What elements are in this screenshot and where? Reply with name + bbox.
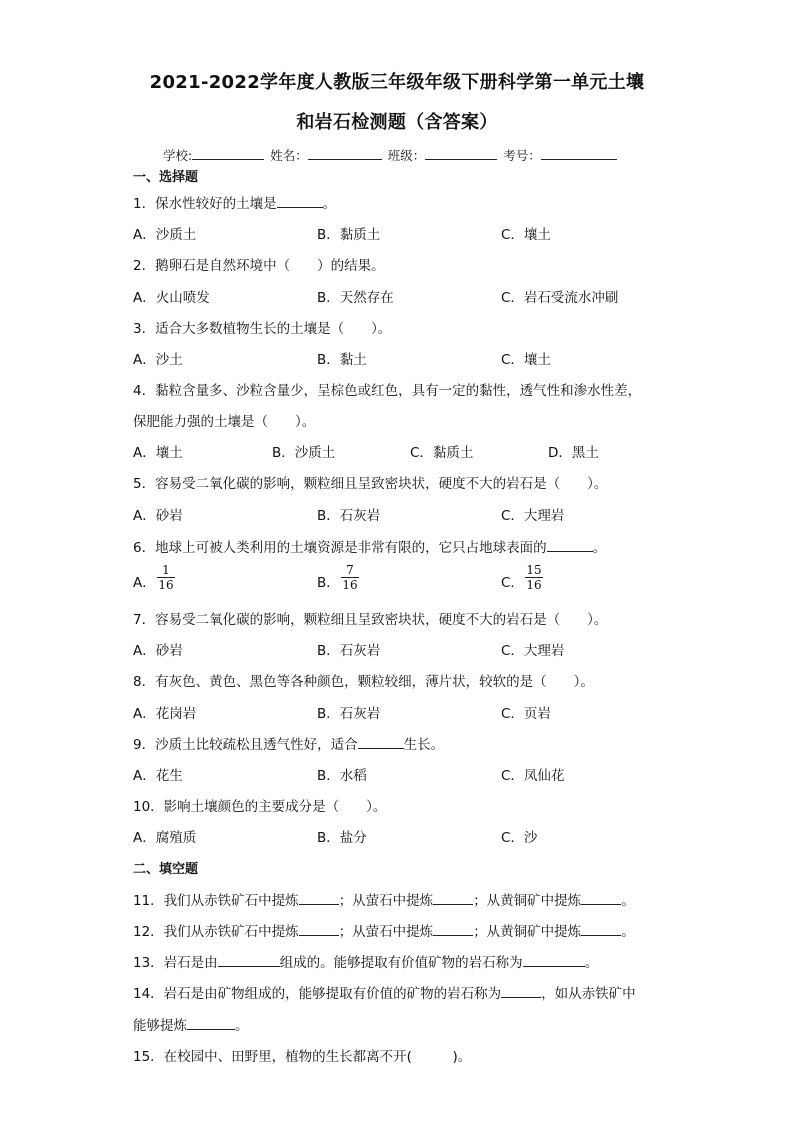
numerator: 7 xyxy=(346,563,354,577)
option-a-fraction[interactable] xyxy=(157,563,175,592)
option-b[interactable]: B．黏土 xyxy=(317,352,367,368)
name-field[interactable] xyxy=(308,147,382,160)
option-a[interactable]: A．沙土 xyxy=(133,352,183,368)
numerator: 15 xyxy=(526,563,542,577)
option-b[interactable]: B．石灰岩 xyxy=(317,643,381,659)
answer-blank[interactable] xyxy=(547,539,593,552)
question-tail: 生长。 xyxy=(403,737,445,753)
question-text: 14．岩石是由矿物组成的，能够提取有价值的矿物的岩石称为 xyxy=(133,986,502,1002)
option-c[interactable]: C．大理岩 xyxy=(501,508,565,524)
question-9 xyxy=(133,733,444,753)
question-8: 8．有灰色、黄色、黑色等各种颜色，颗粒较细，薄片状，较软的是（ ）。 xyxy=(133,674,594,690)
question-tail: 。 xyxy=(592,540,607,556)
class-label: 班级： xyxy=(387,148,426,163)
question-5: 5．容易受二氧化碳的影响，颗粒细且呈致密块状，硬度不大的岩石是（ ）。 xyxy=(133,476,608,492)
question-text: 。 xyxy=(621,893,635,909)
option-c[interactable]: C．凤仙花 xyxy=(501,768,565,784)
question-3: 3．适合大多数植物生长的土壤是（ ）。 xyxy=(133,321,392,337)
denominator: 16 xyxy=(342,578,358,592)
question-text: ；从萤石中提炼 xyxy=(338,893,434,909)
section-choice-heading: 一、选择题 xyxy=(133,170,199,185)
option-a[interactable]: A．腐殖质 xyxy=(133,830,197,846)
option-c-fraction[interactable] xyxy=(525,563,543,592)
page-subtitle: 和岩石检测题（含答案） xyxy=(296,112,498,133)
option-c[interactable]: C．黏质土 xyxy=(410,445,474,461)
question-text: ，如从赤铁矿中 xyxy=(541,986,636,1002)
option-b[interactable]: B．盐分 xyxy=(317,830,367,846)
options-q8 xyxy=(133,702,733,724)
question-text: 13．岩石是由 xyxy=(133,955,218,971)
question-13 xyxy=(133,951,598,971)
question-stem: 1．保水性较好的土壤是 xyxy=(133,196,277,212)
name-label: 姓名： xyxy=(270,148,308,163)
options-q1 xyxy=(133,223,733,245)
answer-blank[interactable] xyxy=(299,892,339,905)
question-stem: 6．地球上可被人类利用的土壤资源是非常有限的，它只占地球表面的 xyxy=(133,540,547,556)
option-a[interactable]: A．沙质土 xyxy=(133,227,197,243)
answer-blank[interactable] xyxy=(218,954,280,967)
option-c[interactable]: C．沙 xyxy=(501,830,538,846)
options-q6 xyxy=(133,563,733,599)
page-title: 2021-2022学年度人教版三年级年级下册科学第一单元土壤 xyxy=(149,72,645,93)
option-b[interactable]: B．水稻 xyxy=(317,768,367,784)
question-text: ；从黄铜矿中提炼 xyxy=(473,893,582,909)
question-14-line2 xyxy=(133,1014,249,1034)
question-2: 2．鹅卵石是自然环境中（ ）的结果。 xyxy=(133,258,385,274)
answer-blank[interactable] xyxy=(358,736,404,749)
question-7: 7．容易受二氧化碳的影响，颗粒细且呈致密块状，硬度不大的岩石是（ ）。 xyxy=(133,612,608,628)
answer-blank[interactable] xyxy=(581,923,621,936)
answer-blank[interactable] xyxy=(523,954,585,967)
options-q7 xyxy=(133,639,733,661)
option-c[interactable]: C．岩石受流水冲刷 xyxy=(501,290,619,306)
question-12 xyxy=(133,920,635,940)
question-text: ；从黄铜矿中提炼 xyxy=(473,924,582,940)
option-a-label[interactable]: A． xyxy=(133,575,156,591)
question-text: ；从萤石中提炼 xyxy=(338,924,434,940)
question-10: 10．影响土壤颜色的主要成分是（ ）。 xyxy=(133,799,387,815)
question-1 xyxy=(133,192,336,212)
question-4: 4．黏粒含量多、沙粒含量少，呈棕色或红色，具有一定的黏性，透气性和渗水性差， xyxy=(133,383,642,399)
question-6 xyxy=(133,536,606,556)
option-a[interactable]: A．花岗岩 xyxy=(133,706,197,722)
option-b[interactable]: B．黏质土 xyxy=(317,227,381,243)
class-field[interactable] xyxy=(425,147,497,160)
question-tail: 。 xyxy=(322,196,337,212)
options-q5 xyxy=(133,504,733,526)
school-field[interactable] xyxy=(192,147,264,160)
question-11 xyxy=(133,889,635,909)
question-text: 。 xyxy=(584,955,599,971)
numerator: 1 xyxy=(162,563,170,577)
option-c[interactable]: C．页岩 xyxy=(501,706,551,722)
options-q10 xyxy=(133,826,733,848)
question-text: 。 xyxy=(235,1018,249,1034)
question-text: 11．我们从赤铁矿石中提炼 xyxy=(133,893,299,909)
number-label: 考号： xyxy=(503,148,541,163)
question-4-line2: 保肥能力强的土壤是（ ）。 xyxy=(133,414,316,430)
option-b[interactable]: B．石灰岩 xyxy=(317,508,381,524)
question-14 xyxy=(133,982,636,1002)
option-b[interactable]: B．石灰岩 xyxy=(317,706,381,722)
answer-blank[interactable] xyxy=(187,1017,235,1030)
denominator: 16 xyxy=(158,578,174,592)
question-text: 。 xyxy=(621,924,635,940)
question-15: 15．在校园中、田野里，植物的生长都离不开( )。 xyxy=(133,1049,472,1065)
option-a[interactable]: A．火山喷发 xyxy=(133,290,210,306)
options-q4 xyxy=(133,441,733,463)
answer-blank[interactable] xyxy=(299,923,339,936)
options-q3 xyxy=(133,348,733,370)
options-q2 xyxy=(133,286,733,308)
denominator: 16 xyxy=(526,578,542,592)
student-info-row xyxy=(163,146,619,164)
option-a[interactable]: A．壤土 xyxy=(133,445,183,461)
option-a[interactable]: A．花生 xyxy=(133,768,183,784)
option-c[interactable]: C．壤土 xyxy=(501,227,551,243)
answer-blank[interactable] xyxy=(501,985,541,998)
option-b[interactable]: B．天然存在 xyxy=(317,290,394,306)
answer-blank[interactable] xyxy=(433,892,473,905)
answer-blank[interactable] xyxy=(433,923,473,936)
option-b-label[interactable]: B． xyxy=(317,575,340,591)
option-c[interactable]: C．大理岩 xyxy=(501,643,565,659)
option-b-fraction[interactable] xyxy=(341,563,359,592)
options-q9 xyxy=(133,764,733,786)
answer-blank[interactable] xyxy=(581,892,621,905)
option-b[interactable]: B．沙质土 xyxy=(272,445,336,461)
option-a[interactable]: A．砂岩 xyxy=(133,508,183,524)
number-field[interactable] xyxy=(541,147,617,160)
school-label: 学校: xyxy=(163,148,193,163)
question-stem: 9．沙质土比较疏松且透气性好，适合 xyxy=(133,737,358,753)
answer-blank[interactable] xyxy=(277,195,323,208)
question-text: 能够提炼 xyxy=(133,1018,187,1034)
question-text: 组成的。能够提取有价值矿物的岩石称为 xyxy=(279,955,523,971)
option-a[interactable]: A．砂岩 xyxy=(133,643,183,659)
option-d[interactable]: D．黑土 xyxy=(548,445,599,461)
question-text: 12．我们从赤铁矿石中提炼 xyxy=(133,924,299,940)
option-c-label[interactable]: C． xyxy=(501,575,524,591)
section-fill-heading: 二、填空题 xyxy=(133,862,199,877)
option-c[interactable]: C．壤土 xyxy=(501,352,551,368)
